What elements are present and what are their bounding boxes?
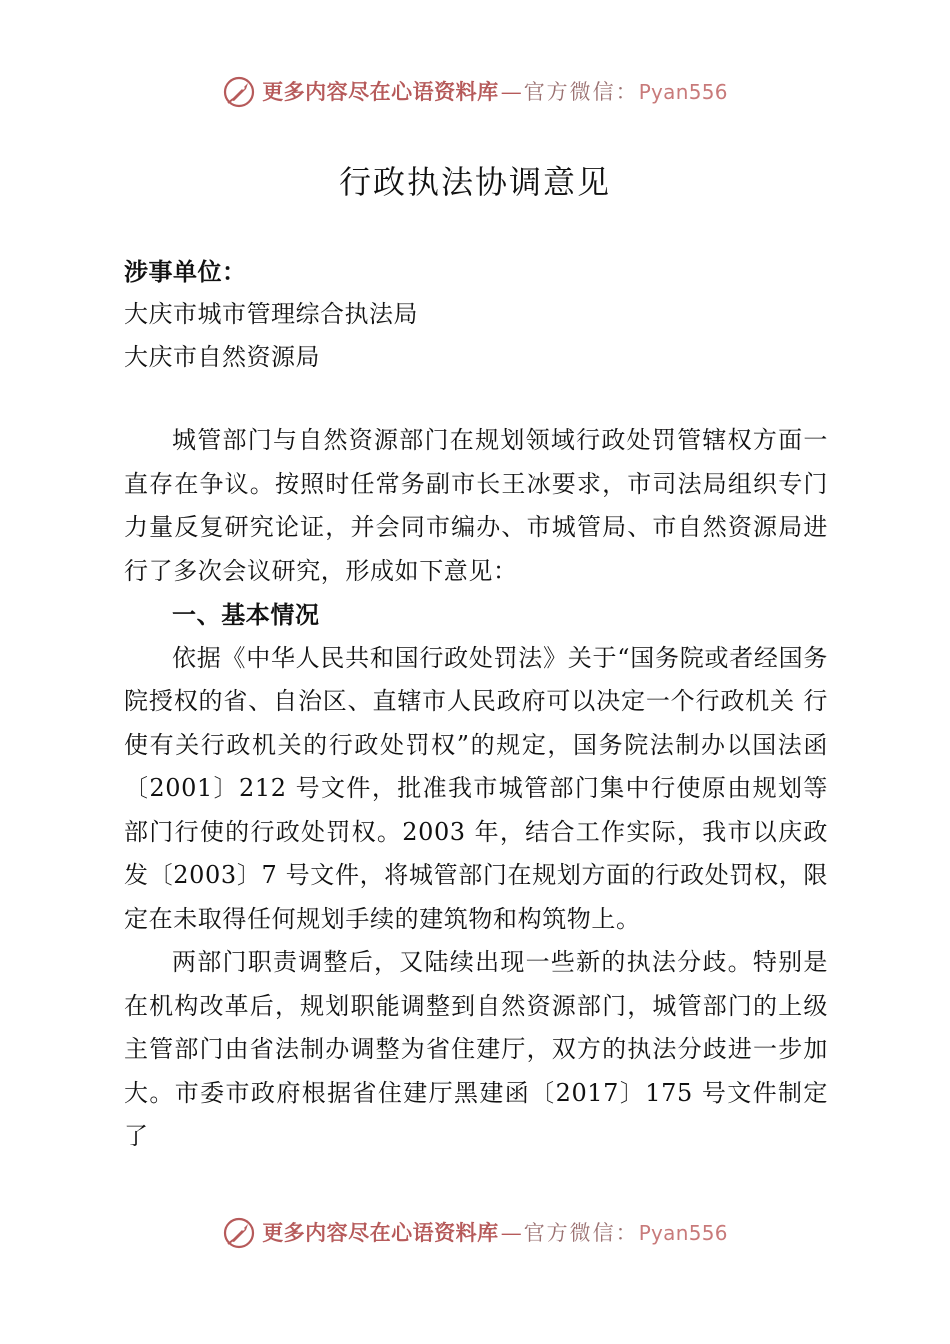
watermark-wechat-id: Pyan556 [638,1221,728,1245]
unit-item: 大庆市城市管理综合执法局 [124,300,418,328]
watermark-banner-bottom [0,1213,950,1253]
pen-nib-logo-icon [222,75,256,109]
watermark-brand: 更多内容尽在心语资料库 [262,79,499,104]
units-label: 涉事单位： [124,257,247,286]
paragraph-adjustment: 两部门职责调整后，又陆续出现一些新的执法分歧。特别是在机构改革后，规划职能调整到自然资源部门，城管部门的上级主管部门由省法制办调整为省住建厅，双方的执法分歧进一步加大。市委市政府根据省住建厅黑建函〔2017〕175 号文件制定了 [124,948,828,1150]
watermark-wechat-label: 官方微信： [523,80,639,104]
unit-item: 大庆市自然资源局 [124,343,320,371]
watermark-separator: — [500,80,522,104]
watermark-wechat-label: 官方微信： [523,1221,639,1245]
document-title: 行政执法协调意见 [338,163,611,201]
section-heading: 一、基本情况 [172,600,320,629]
paragraph-legal-basis: 依据《中华人民共和国行政处罚法》关于“国务院或者经国务院授权的省、自治区、直辖市人民政府可以决定一个行政机关 行使有关行政机关的行政处罚权”的规定，国务院法制办以国法函〔2001〕212 号文件，批准我市城管部门集中行使原由规划等部门行使的行政处罚权。2003 年，结合工作实际，我市以庆政发〔2003〕7 号文件，将城管部门在规划方面的行政处罚权，限定在未取得任何规划手续的建筑物和构筑物上。 [124,643,828,933]
pen-nib-logo-icon [222,1216,256,1250]
watermark-banner-top [0,72,950,112]
units-block [124,250,844,379]
watermark-brand: 更多内容尽在心语资料库 [262,1220,499,1245]
watermark-separator: — [500,1221,522,1245]
document-body [124,419,828,1159]
paragraph-intro: 城管部门与自然资源部门在规划领域行政处罚管辖权方面一直存在争议。按照时任常务副市长王冰要求，市司法局组织专门力量反复研究论证，并会同市编办、市城管局、市自然资源局进行了多次会议研究，形成如下意见： [124,426,828,585]
watermark-wechat-id: Pyan556 [638,80,728,104]
